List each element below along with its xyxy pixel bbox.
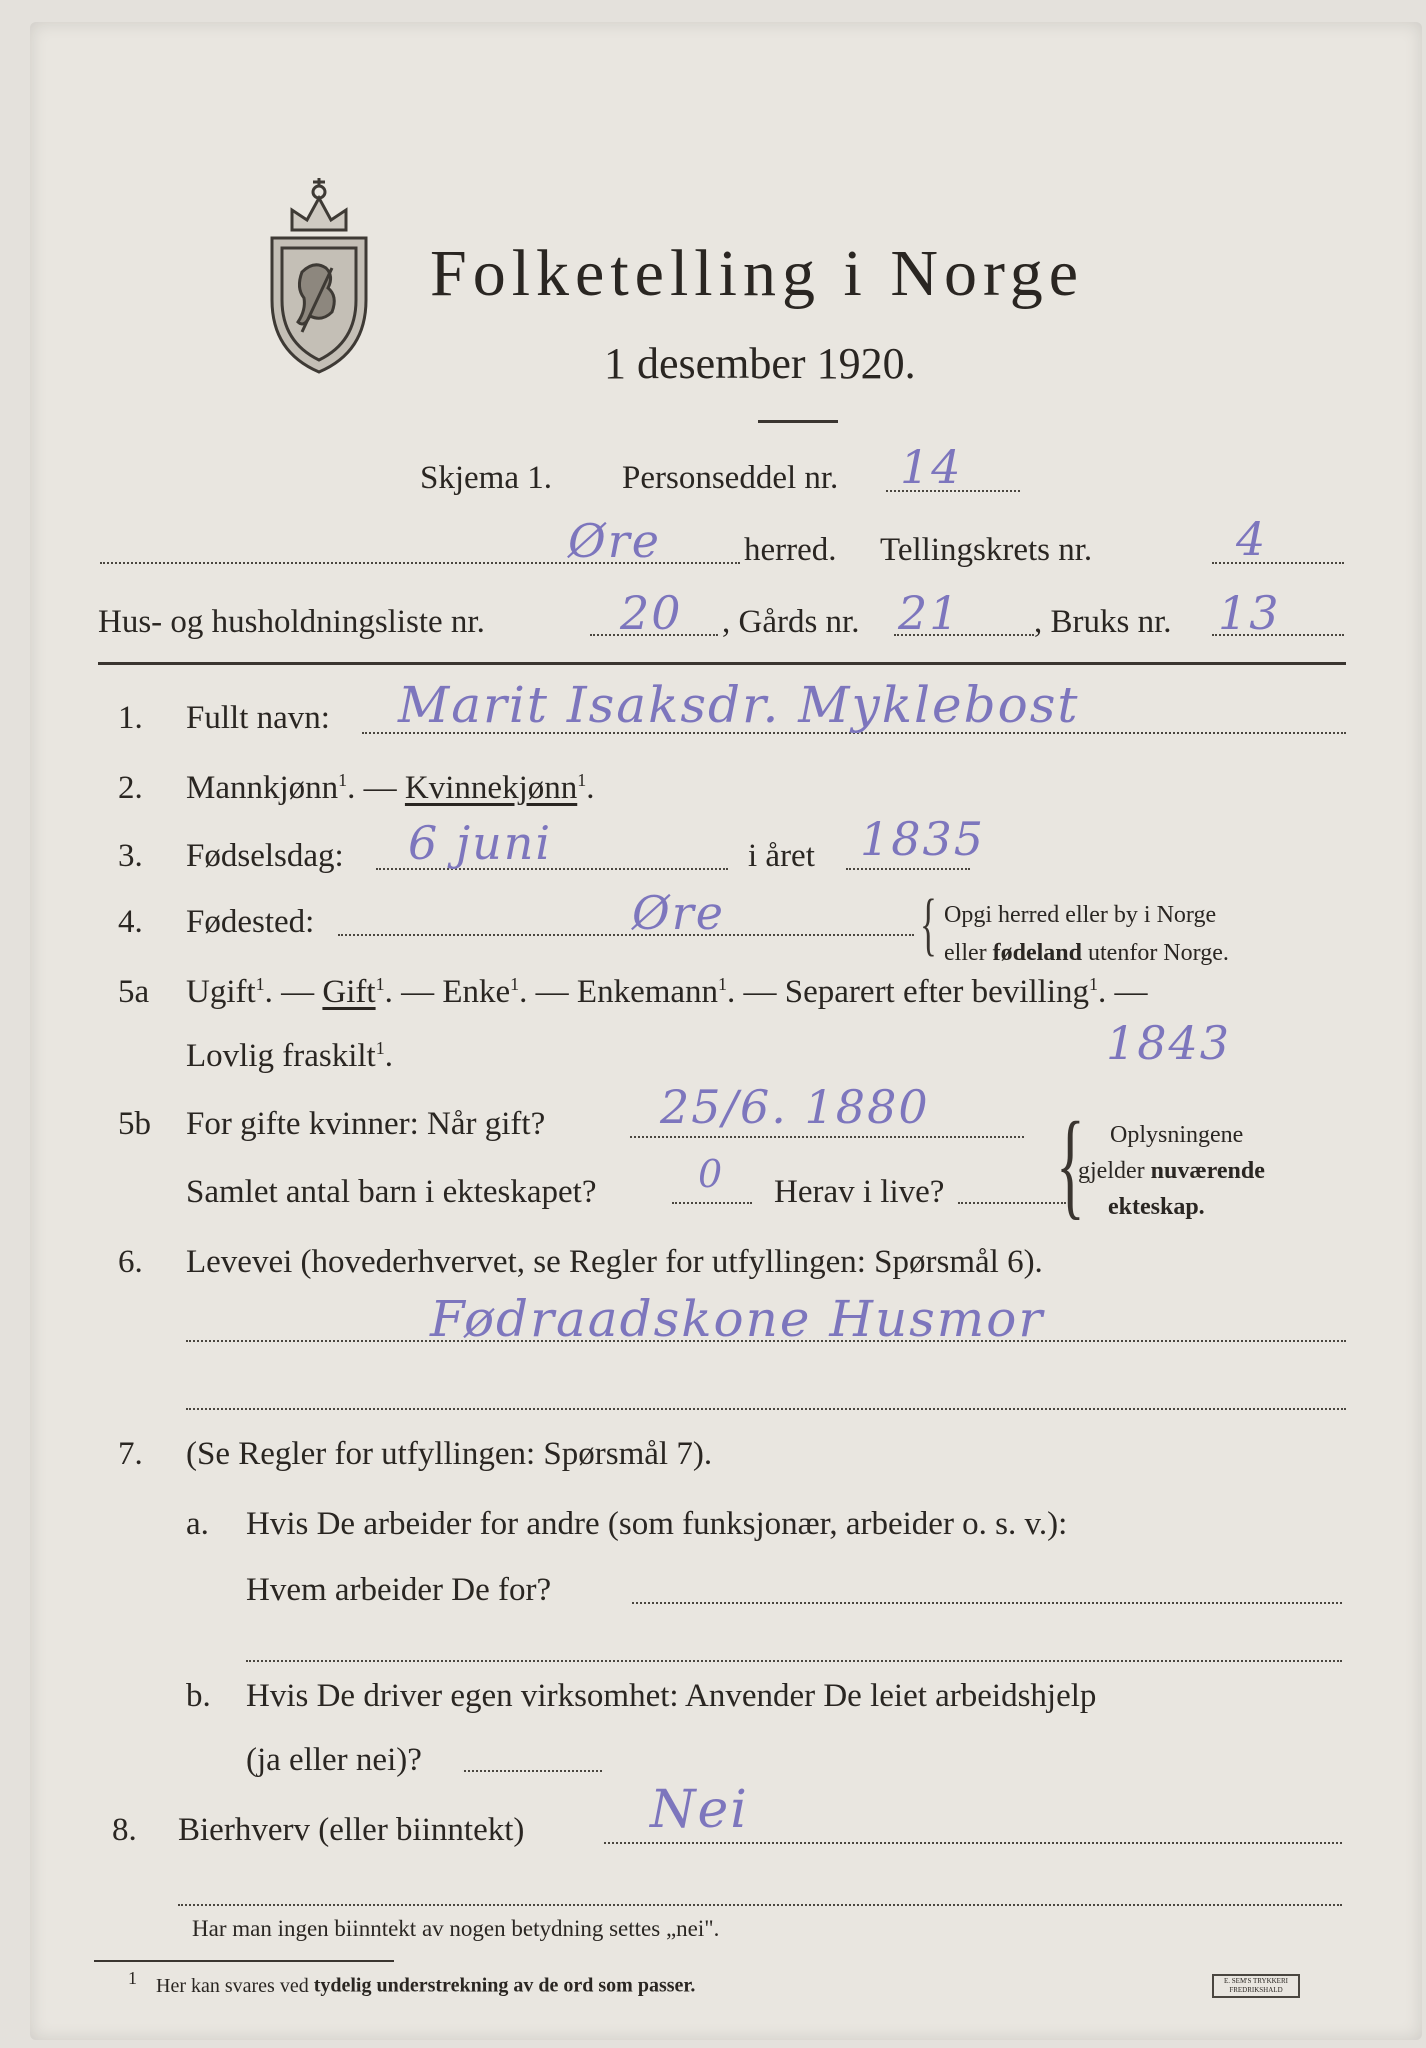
gender-male-option[interactable]: Mannkjønn (186, 770, 339, 806)
gender-female-option[interactable]: Kvinnekjønn (404, 770, 578, 806)
q7a-question: Hvem arbeider De for? (246, 1572, 552, 1608)
q4-note-2 (944, 936, 1229, 970)
tellingskrets-line (1212, 562, 1344, 564)
q6-label: Levevei (hovederhvervet, se Regler for utfyllingen: Spørsmål 6). (186, 1244, 1043, 1280)
q7b-line (464, 1770, 602, 1772)
footnote-ref: 1 (255, 974, 265, 994)
q6-line-1 (186, 1340, 1346, 1342)
q6-number: 6. (118, 1244, 143, 1280)
q5a-dot: . (384, 1038, 393, 1074)
q5b-line (630, 1136, 1024, 1138)
section-divider (98, 662, 1346, 665)
q1-label: Fullt navn: (186, 700, 330, 736)
q7a-line-2 (246, 1660, 1342, 1662)
herred-value[interactable]: Øre (568, 514, 661, 568)
q4-note-2a: eller (944, 940, 993, 966)
printer-stamp: E. SEM'S TRYKKERI FREDRIKSHALD (1212, 1974, 1300, 1998)
q5b-brace: { (1056, 1097, 1085, 1230)
occupation-value[interactable]: Fødraadskone Husmor (430, 1290, 1045, 1348)
hus-value[interactable]: 20 (620, 586, 683, 640)
children-value[interactable]: 0 (698, 1152, 725, 1196)
q5a-dash: — (527, 974, 577, 1010)
secondary-income-value[interactable]: Nei (650, 1780, 749, 1840)
q7a-number: a. (186, 1506, 209, 1542)
status-separert[interactable]: Separert efter bevilling (784, 974, 1089, 1010)
footnote-ref: 1 (718, 974, 728, 994)
footnote-number: 1 (128, 1968, 137, 1988)
q4-number: 4. (118, 904, 143, 940)
status-enkemann[interactable]: Enkemann (576, 974, 719, 1010)
census-date: 1 desember 1920. (604, 339, 916, 388)
birthplace-value[interactable]: Øre (632, 886, 725, 940)
q8-line (604, 1842, 1342, 1844)
q7b-number: b. (186, 1678, 211, 1714)
birth-year-value[interactable]: 1835 (860, 812, 986, 866)
tellingskrets-label: Tellingskrets nr. (880, 532, 1093, 568)
q8-number: 8. (112, 1812, 137, 1848)
q2-separator: . — (347, 770, 397, 806)
q4-note-1: Opgi herred eller by i Norge (944, 902, 1217, 928)
form-title: Folketelling i Norge (430, 237, 1085, 310)
q8-label: Bierhverv (eller biinntekt) (178, 1812, 525, 1848)
q4-label: Fødested: (186, 904, 315, 940)
hus-label: Hus- og husholdningsliste nr. (98, 604, 485, 640)
q5b-live-label: Herav i live? (774, 1174, 945, 1210)
q5b-note-2a: gjelder (1078, 1158, 1151, 1184)
header-divider (758, 420, 838, 423)
q5a-options (186, 974, 1147, 1011)
q3-label: Fødselsdag: (186, 838, 344, 874)
q6-line-2 (186, 1408, 1346, 1410)
footnote-text-b: tydelig understrekning av de ord som passer. (313, 1974, 696, 1997)
q3-number: 3. (118, 838, 143, 874)
q7-label: (Se Regler for utfyllingen: Spørsmål 7). (186, 1436, 713, 1472)
footnote-ref: 1 (510, 974, 520, 994)
q4-brace: { (920, 886, 937, 963)
birthday-value[interactable]: 6 juni (408, 816, 553, 870)
q5b-extra-value[interactable]: 1843 (1106, 1016, 1232, 1070)
gards-label: , Gårds nr. (722, 604, 860, 640)
q5b-barn-label: Samlet antal barn i ekteskapet? (186, 1174, 597, 1210)
q5a-dash: — (735, 974, 785, 1010)
q5a-dash: — (272, 974, 323, 1010)
q5b-note-2b: nuværende (1150, 1158, 1265, 1184)
status-gift[interactable]: Gift (322, 974, 376, 1010)
personseddel-value[interactable]: 14 (900, 440, 963, 494)
marriage-date-value[interactable]: 25/6. 1880 (660, 1080, 930, 1134)
q7-number: 7. (118, 1436, 143, 1472)
footnote-ref: 1 (375, 974, 385, 994)
q5b-number: 5b (118, 1106, 151, 1142)
footnote (128, 1968, 695, 1998)
q5b-note-1: Oplysningene (1110, 1122, 1244, 1148)
q5a-dot: . (264, 974, 273, 1010)
q5b-barn-line (672, 1202, 752, 1204)
q5a-number: 5a (118, 974, 150, 1010)
status-enke[interactable]: Enke (442, 974, 511, 1010)
footnote-ref: 1 (375, 1038, 385, 1058)
q5a-dot: . (727, 974, 736, 1010)
q7b-label: Hvis De driver egen virksomhet: Anvender De leiet arbeidshjelp (246, 1678, 1097, 1714)
q4-note-2c: utenfor Norge. (1082, 940, 1229, 966)
personseddel-label: Personseddel nr. (622, 460, 839, 496)
q2-options (186, 770, 595, 807)
full-name-value[interactable]: Marit Isaksdr. Myklebost (398, 676, 1080, 734)
bruks-label: , Bruks nr. (1034, 604, 1172, 640)
footnote-divider (94, 1960, 394, 1962)
q5b-live-line (958, 1202, 1066, 1204)
q4-line (338, 934, 914, 936)
q8-line-2 (178, 1904, 1342, 1906)
bruks-value[interactable]: 13 (1218, 586, 1281, 640)
schema-label: Skjema 1. (420, 460, 552, 496)
q4-note-2b: fødeland (992, 940, 1082, 966)
status-lovlig-fraskilt[interactable]: Lovlig fraskilt (186, 1038, 376, 1074)
q2-end: . (586, 770, 595, 806)
q7b-question: (ja eller nei)? (246, 1742, 422, 1778)
q3-year-line (846, 868, 970, 870)
coat-of-arms-emblem (262, 172, 376, 383)
q5a-dot: . (519, 974, 528, 1010)
q5a-dot: . (1097, 974, 1107, 1010)
q5a-dash: — (1106, 974, 1148, 1010)
footnote-text-a: Her kan svares ved (156, 1974, 314, 1997)
q1-number: 1. (118, 700, 143, 736)
q5a-dot: . (384, 974, 393, 1010)
herred-label: herred. (744, 532, 837, 568)
q5b-note-2 (1078, 1154, 1265, 1188)
footnote-ref: 1 (1088, 974, 1098, 994)
q5b-note-3: ekteskap. (1108, 1194, 1205, 1220)
gards-value[interactable]: 21 (898, 586, 961, 640)
footnote-ref: 1 (577, 770, 587, 790)
q5a-dash: — (392, 974, 443, 1010)
q5b-label: For gifte kvinner: Når gift? (186, 1106, 546, 1142)
footnote-ref: 1 (338, 770, 348, 790)
q7a-line-1 (632, 1602, 1342, 1604)
q3-year-label: i året (748, 838, 815, 874)
footer-note: Har man ingen biinntekt av nogen betydning settes „nei". (192, 1916, 720, 1941)
tellingskrets-value[interactable]: 4 (1236, 512, 1268, 566)
q2-number: 2. (118, 770, 143, 806)
q7a-label: Hvis De arbeider for andre (som funksjonær, arbeider o. s. v.): (246, 1506, 1068, 1542)
q5a-options-line2 (186, 1038, 393, 1075)
status-ugift[interactable]: Ugift (186, 974, 256, 1010)
